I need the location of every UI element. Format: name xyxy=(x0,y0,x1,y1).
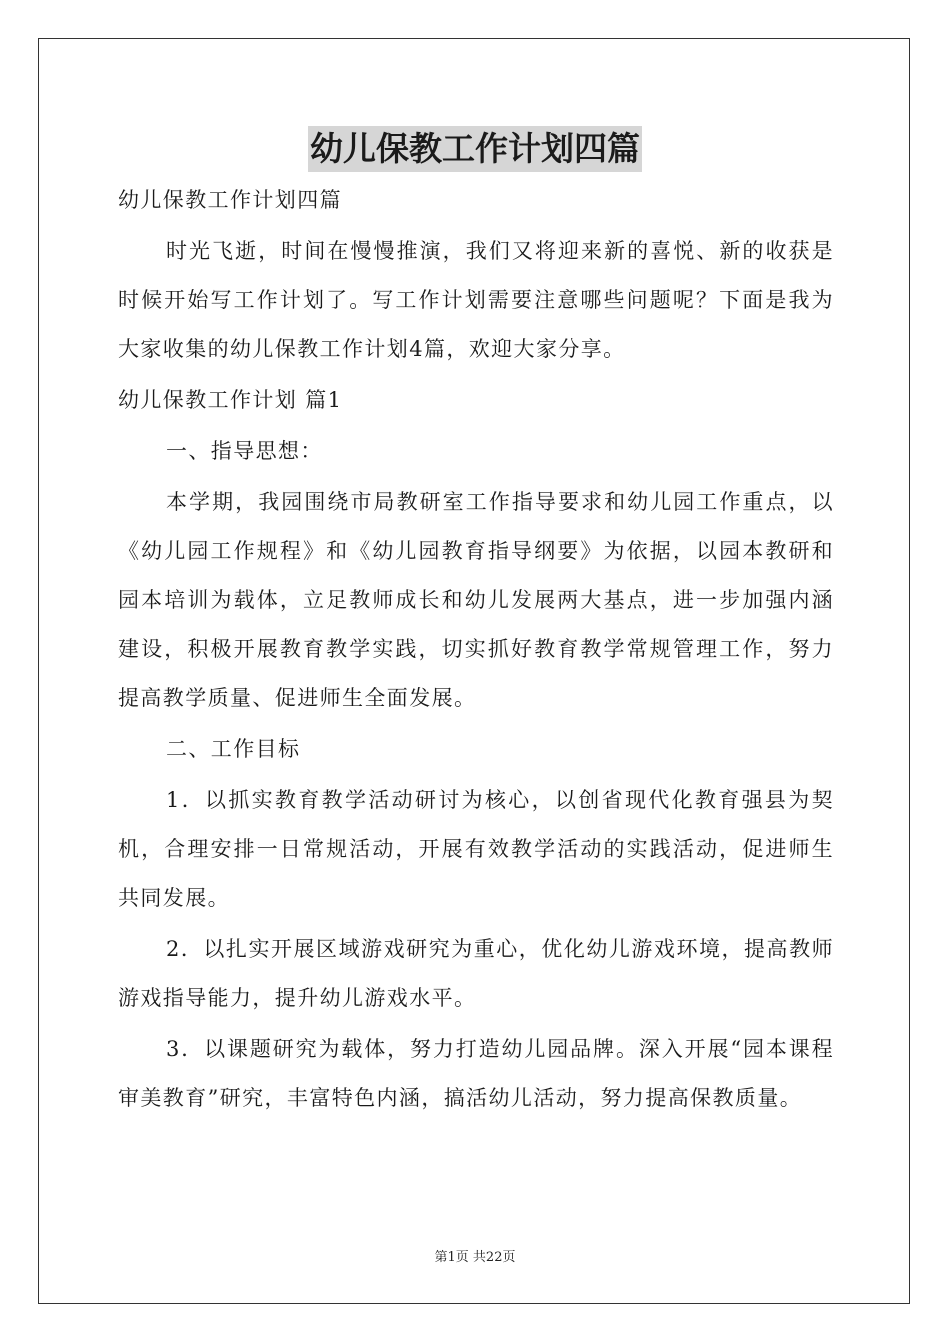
heading-guiding-thought: 一、指导思想： xyxy=(166,439,323,463)
document-subtitle: 幼儿保教工作计划四篇 xyxy=(118,188,342,212)
section-title: 幼儿保教工作计划 篇1 xyxy=(118,388,343,412)
goal-item-2: 2．以扎实开展区域游戏研究为重心，优化幼儿游戏环境，提高教师游戏指导能力，提升幼儿游戏水平。 xyxy=(118,937,834,1010)
goal-item-1: 1．以抓实教育教学活动研讨为核心，以创省现代化教育强县为契机，合理安排一日常规活动，开展有效教学活动的实践活动，促进师生共同发展。 xyxy=(118,788,834,910)
intro-paragraph: 时光飞逝，时间在慢慢推演，我们又将迎来新的喜悦、新的收获是时候开始写工作计划了。写工作计划需要注意哪些问题呢？下面是我为大家收集的幼儿保教工作计划4篇，欢迎大家分享。 xyxy=(118,239,834,361)
title-wrap xyxy=(0,126,950,172)
page-footer: 第1页 共22页 xyxy=(434,1250,516,1265)
document-title: 幼儿保教工作计划四篇 xyxy=(308,126,642,172)
heading-work-goals: 二、工作目标 xyxy=(166,737,301,761)
guiding-thought-paragraph: 本学期，我园围绕市局教研室工作指导要求和幼儿园工作重点，以《幼儿园工作规程》和《幼儿园教育指导纲要》为依据，以园本教研和园本培训为载体，立足教师成长和幼儿发展两大基点，进一步加强内涵建设，积极开展教育教学实践，切实抓好教育教学常规管理工作，努力提高教学质量、促进师生全面发展。 xyxy=(118,490,834,710)
goal-item-3: 3．以课题研究为载体，努力打造幼儿园品牌。深入开展“园本课程审美教育”研究，丰富特色内涵，搞活幼儿活动，努力提高保教质量。 xyxy=(118,1037,834,1110)
document-body xyxy=(118,176,834,1123)
